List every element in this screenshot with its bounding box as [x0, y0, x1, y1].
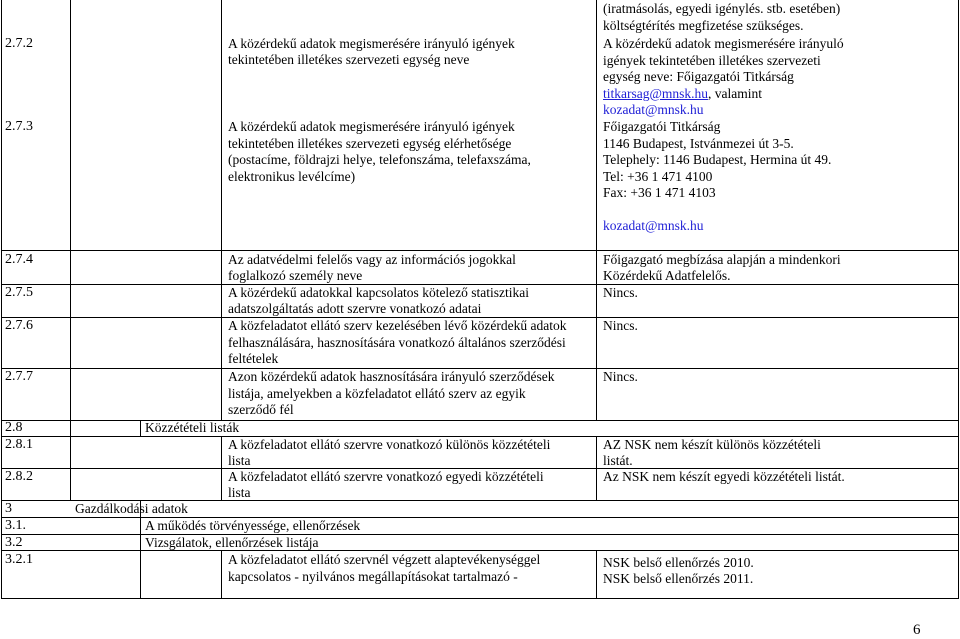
row-description: A közfeladatot ellátó szerv kezelésében lévő közérdekű adatok: [228, 318, 567, 333]
row-number: 2.7.4: [5, 252, 33, 267]
row-description: felhasználására, hasznosítására vonatkozó általános szerződési: [228, 335, 566, 350]
row-value: Nincs.: [603, 369, 638, 384]
row-description: lista: [228, 453, 251, 468]
row-value: Főigazgató megbízása alapján a mindenkori: [603, 252, 841, 267]
row-value: Tel: +36 1 471 4100: [603, 169, 713, 184]
row-description: A közfeladatot ellátó szervre vonatkozó különös közzétételi: [228, 437, 551, 452]
row-value: listát.: [603, 453, 633, 468]
row-value: egység neve: Főigazgatói Titkárság: [603, 69, 794, 84]
email-line: [603, 86, 762, 103]
row-number: 2.7.7: [5, 369, 33, 384]
row-value: Fax: +36 1 471 4103: [603, 185, 716, 200]
table-right-border: [958, 0, 959, 598]
row-number: 2.7.3: [5, 119, 33, 134]
table-bottom-border: [1, 598, 959, 599]
row-number: 2.7.5: [5, 285, 33, 300]
row-value: NSK belső ellenőrzés 2010.: [603, 555, 754, 570]
column-divider-sub-num-2: [140, 420, 141, 436]
email-link[interactable]: titkarsag@mnsk.hu: [603, 86, 709, 101]
row-number: 2.8.2: [5, 469, 33, 484]
row-value: Telephely: 1146 Budapest, Hermina út 49.: [603, 152, 832, 167]
row-number: 2.8.1: [5, 437, 33, 452]
row-description: elektronikus levélcíme): [228, 169, 356, 184]
row-description: A közérdekű adatok megismerésére irányuló igények: [228, 36, 515, 51]
row-value: AZ NSK nem készít különös közzétételi: [603, 437, 821, 452]
column-divider-desc: [221, 0, 222, 421]
section-title: Vizsgálatok, ellenőrzések listája: [145, 535, 319, 550]
row-line: [1, 250, 959, 251]
column-divider-value: [596, 0, 597, 421]
email-text: kozadat@mnsk.hu: [603, 218, 704, 233]
row-description: adatszolgáltatás adott szervre vonatkozó adatai: [228, 301, 482, 316]
row-value: NSK belső ellenőrzés 2011.: [603, 571, 754, 586]
row-value: Nincs.: [603, 285, 638, 300]
section-title: Közzétételi listák: [145, 420, 240, 435]
row-number: 3.1.: [5, 518, 26, 533]
row-number: 2.7.6: [5, 318, 33, 333]
email-text: kozadat@mnsk.hu: [603, 102, 704, 117]
row-description: feltételek: [228, 351, 279, 366]
row-description: kapcsolatos - nyilvános megállapításokat tartalmazó -: [228, 569, 518, 584]
row-value: költségtérítés megfizetése szükséges.: [603, 18, 804, 33]
row-description: A közfeladatot ellátó szervre vonatkozó egyedi közzétételi: [228, 469, 544, 484]
row-description: A közfeladatot ellátó szervnél végzett alaptevékenységgel: [228, 552, 541, 567]
row-description: A közérdekű adatokkal kapcsolatos kötelező statisztikai: [228, 285, 530, 300]
row-value: A közérdekű adatok megismerésére irányuló: [603, 36, 844, 51]
row-value: Főigazgatói Titkárság: [603, 119, 721, 134]
row-number: 2.8: [5, 420, 23, 435]
section-title: Gazdálkodási adatok: [75, 501, 188, 516]
row-number: 3: [5, 501, 12, 516]
row-description: lista: [228, 485, 251, 500]
row-number: 3.2.1: [5, 552, 33, 567]
row-description: tekintetében illetékes szervezeti egység elérhetősége: [228, 136, 512, 151]
row-description: szerződő fél: [228, 402, 294, 417]
row-value: igények tekintetében illetékes szervezeti: [603, 53, 821, 68]
row-description: A közérdekű adatok megismerésére irányuló igények: [228, 119, 515, 134]
column-divider-desc-3: [221, 550, 222, 598]
row-value: 1146 Budapest, Istvánmezei út 3-5.: [603, 136, 794, 151]
row-description: Azon közérdekű adatok hasznosítására irányuló szerződések: [228, 369, 555, 384]
row-description: tekintetében illetékes szervezeti egység neve: [228, 52, 470, 67]
row-value: Közérdekű Adatfelelős.: [603, 268, 731, 283]
row-description: listája, amelyekben a közfeladatot ellátó szerv az egyik: [228, 386, 526, 401]
row-description: Az adatvédelmi felelős vagy az információs jogokkal: [228, 252, 516, 267]
column-divider-value-3: [596, 550, 597, 598]
row-value: Az NSK nem készít egyedi közzétételi listát.: [603, 469, 845, 484]
email-separator: , valamint: [708, 86, 763, 101]
page-number: 6: [913, 622, 921, 638]
table-left-border: [1, 0, 2, 598]
row-number: 2.7.2: [5, 36, 33, 51]
row-number: 3.2: [5, 535, 23, 550]
row-description: foglalkozó személy neve: [228, 268, 363, 283]
row-value: (iratmásolás, egyedi igénylés. stb. esetében): [603, 1, 841, 16]
section-title: A működés törvényessége, ellenőrzések: [145, 518, 361, 533]
row-value: Nincs.: [603, 318, 638, 333]
row-description: (postacíme, földrajzi helye, telefonszáma, telefaxszáma,: [228, 152, 531, 167]
